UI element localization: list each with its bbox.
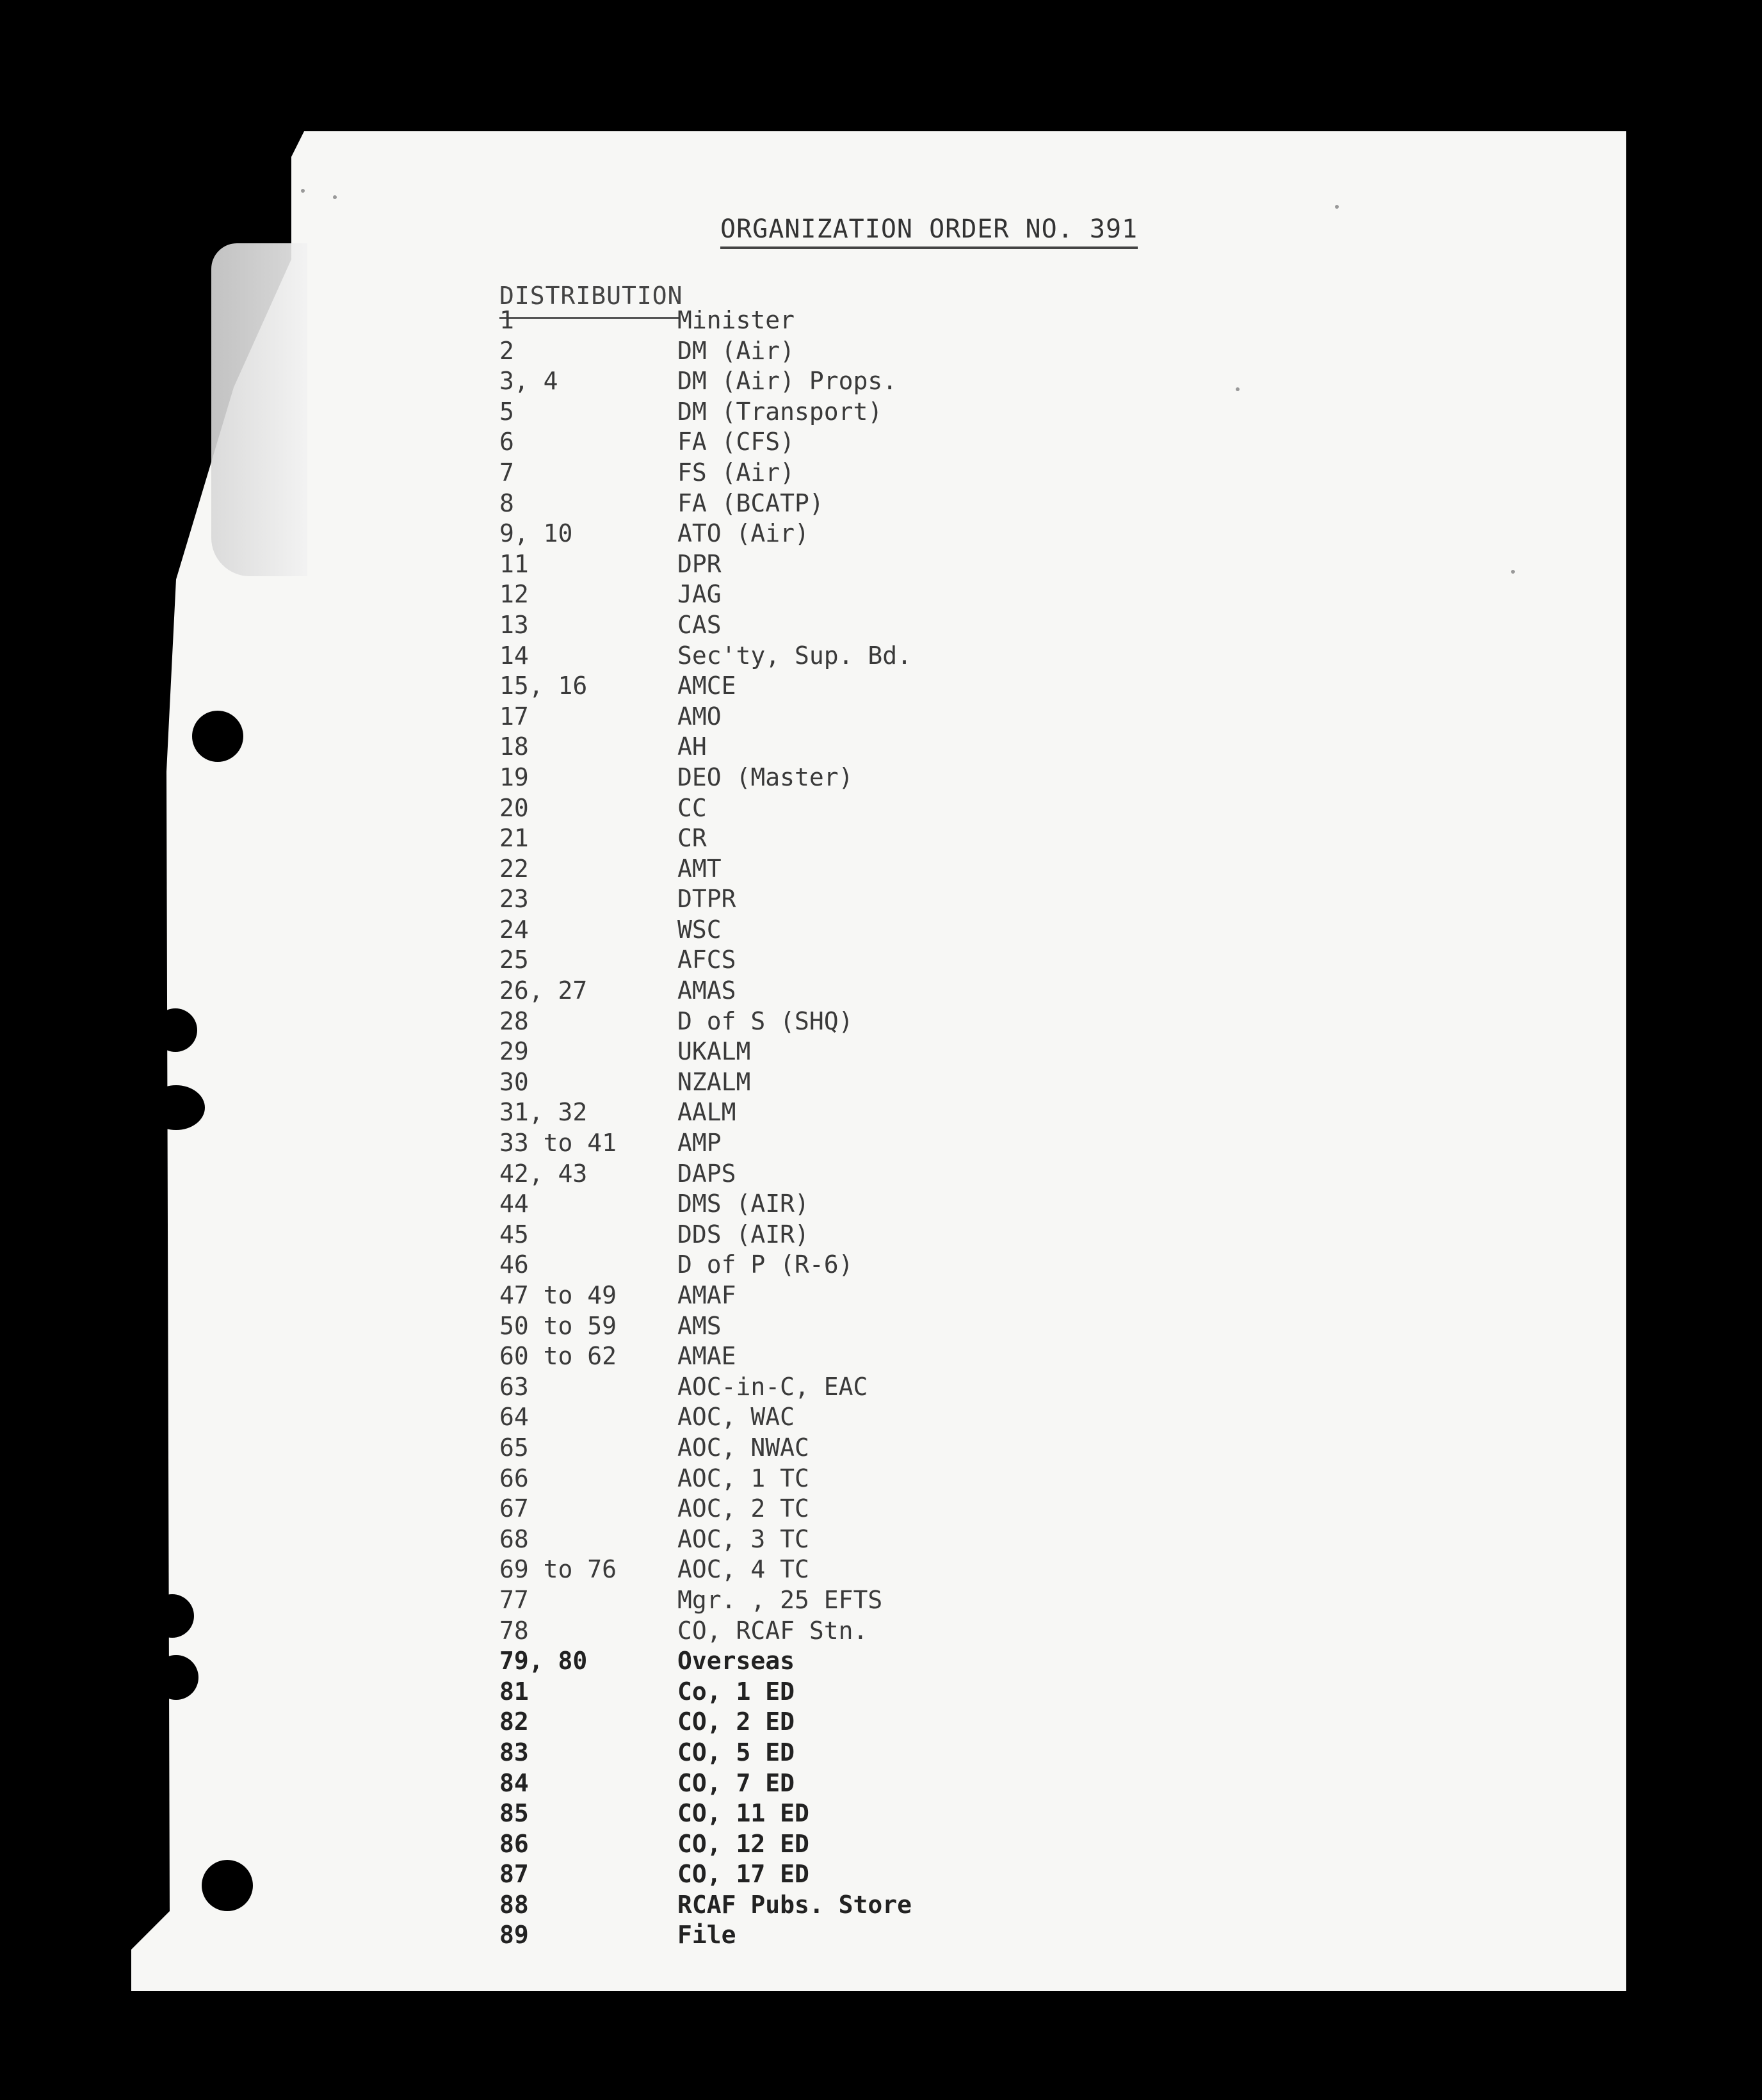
copy-numbers: 22 [499, 854, 529, 883]
distribution-row [499, 1921, 1268, 1951]
recipient: DM (Air) Props. [677, 367, 898, 396]
recipient: Overseas [677, 1647, 795, 1676]
recipient: CO, 5 ED [677, 1738, 795, 1766]
recipient: CO, 2 ED [677, 1708, 795, 1736]
distribution-row [499, 1555, 1268, 1586]
distribution-row [499, 1007, 1268, 1038]
copy-numbers: 46 [499, 1250, 529, 1279]
copy-numbers: 14 [499, 641, 529, 670]
copy-numbers: 20 [499, 793, 529, 822]
recipient: AFCS [677, 946, 736, 974]
recipient: Minister [677, 306, 795, 334]
copy-numbers: 89 [499, 1921, 529, 1950]
copy-numbers: 50 to 59 [499, 1311, 617, 1340]
recipient: CAS [677, 610, 722, 639]
distribution-row [499, 580, 1268, 611]
copy-numbers: 68 [499, 1524, 529, 1553]
recipient: ATO (Air) [677, 519, 809, 548]
distribution-row [499, 428, 1268, 458]
recipient: AALM [677, 1098, 736, 1127]
recipient: AOC, 3 TC [677, 1524, 809, 1553]
copy-numbers: 69 to 76 [499, 1555, 617, 1584]
paper-speck [1335, 205, 1339, 209]
distribution-row [499, 1129, 1268, 1159]
distribution-row [499, 1708, 1268, 1738]
distribution-row [499, 916, 1268, 946]
recipient: WSC [677, 915, 722, 944]
copy-numbers: 15, 16 [499, 672, 588, 700]
distribution-row [499, 702, 1268, 733]
recipient: DM (Air) [677, 336, 795, 365]
recipient: FA (CFS) [677, 428, 795, 456]
distribution-row [499, 489, 1268, 520]
paper-speck [333, 195, 337, 199]
distribution-row [499, 367, 1268, 398]
recipient: RCAF Pubs. Store [677, 1890, 912, 1919]
recipient: FS (Air) [677, 458, 795, 487]
order-title: ORGANIZATION ORDER NO. 391 [720, 214, 1138, 249]
copy-numbers: 79, 80 [499, 1647, 588, 1676]
recipient: AOC, NWAC [677, 1433, 809, 1462]
copy-numbers: 25 [499, 946, 529, 974]
copy-numbers: 7 [499, 458, 514, 487]
recipient: AMAF [677, 1281, 736, 1309]
punch-hole [154, 1008, 197, 1052]
copy-numbers: 88 [499, 1890, 529, 1919]
distribution-row [499, 1769, 1268, 1800]
copy-numbers: 8 [499, 489, 514, 517]
paper-speck [1511, 570, 1515, 574]
copy-numbers: 9, 10 [499, 519, 573, 548]
distribution-row [499, 1220, 1268, 1251]
distribution-list [499, 306, 1268, 1951]
copy-numbers: 5 [499, 397, 514, 426]
copy-numbers: 2 [499, 336, 514, 365]
distribution-row [499, 642, 1268, 672]
distribution-row [499, 1647, 1268, 1677]
copy-numbers: 6 [499, 428, 514, 456]
copy-numbers: 28 [499, 1006, 529, 1035]
recipient: DEO (Master) [677, 763, 853, 791]
recipient: UKALM [677, 1037, 751, 1066]
copy-numbers: 77 [499, 1585, 529, 1614]
copy-numbers: 82 [499, 1708, 529, 1736]
recipient: CO, RCAF Stn. [677, 1616, 868, 1645]
distribution-row [499, 1312, 1268, 1343]
recipient: D of S (SHQ) [677, 1006, 853, 1035]
copy-numbers: 13 [499, 610, 529, 639]
copy-numbers: 45 [499, 1220, 529, 1248]
distribution-row [499, 337, 1268, 368]
recipient: CR [677, 824, 707, 853]
copy-numbers: 65 [499, 1433, 529, 1462]
recipient: File [677, 1921, 736, 1950]
recipient: AMCE [677, 672, 736, 700]
distribution-row [499, 1830, 1268, 1861]
recipient: AOC, WAC [677, 1403, 795, 1432]
distribution-row [499, 946, 1268, 976]
distribution-row [499, 550, 1268, 581]
copy-numbers: 11 [499, 549, 529, 578]
recipient: CO, 12 ED [677, 1829, 809, 1858]
recipient: AMS [677, 1311, 722, 1340]
distribution-row [499, 1586, 1268, 1617]
recipient: DM (Transport) [677, 397, 883, 426]
distribution-row [499, 1159, 1268, 1190]
distribution-row [499, 1434, 1268, 1464]
copy-numbers: 21 [499, 824, 529, 853]
distribution-row [499, 1373, 1268, 1403]
recipient: Sec'ty, Sup. Bd. [677, 641, 912, 670]
distribution-row [499, 1342, 1268, 1373]
distribution-row [499, 306, 1268, 337]
copy-numbers: 30 [499, 1067, 529, 1096]
copy-numbers: 1 [499, 306, 514, 334]
copy-numbers: 26, 27 [499, 976, 588, 1005]
recipient: NZALM [677, 1067, 751, 1096]
distribution-heading: DISTRIBUTION [499, 282, 683, 310]
distribution-row [499, 458, 1268, 489]
folded-corner [211, 243, 307, 576]
distribution-row [499, 1281, 1268, 1312]
recipient: FA (BCATP) [677, 489, 824, 517]
copy-numbers: 64 [499, 1403, 529, 1432]
distribution-row [499, 855, 1268, 885]
distribution-row [499, 763, 1268, 794]
copy-numbers: 3, 4 [499, 367, 558, 396]
recipient: Mgr. , 25 EFTS [677, 1585, 883, 1614]
paper-speck [301, 189, 305, 193]
recipient: CO, 7 ED [677, 1768, 795, 1797]
recipient: D of P (R-6) [677, 1250, 853, 1279]
copy-numbers: 78 [499, 1616, 529, 1645]
distribution-row [499, 1525, 1268, 1556]
distribution-row [499, 672, 1268, 702]
recipient: AOC, 1 TC [677, 1464, 809, 1492]
distribution-row [499, 1494, 1268, 1525]
distribution-row [499, 824, 1268, 855]
recipient: DTPR [677, 885, 736, 914]
recipient: DMS (AIR) [677, 1190, 809, 1218]
recipient: AOC-in-C, EAC [677, 1372, 868, 1401]
copy-numbers: 84 [499, 1768, 529, 1797]
distribution-row [499, 885, 1268, 916]
distribution-row [499, 1617, 1268, 1647]
distribution-row [499, 1738, 1268, 1769]
copy-numbers: 66 [499, 1464, 529, 1492]
recipient: CO, 11 ED [677, 1799, 809, 1828]
recipient: DDS (AIR) [677, 1220, 809, 1248]
distribution-row [499, 1068, 1268, 1099]
recipient: Co, 1 ED [677, 1677, 795, 1706]
distribution-row [499, 732, 1268, 763]
copy-numbers: 87 [499, 1860, 529, 1889]
punch-hole [147, 1085, 205, 1130]
recipient: AOC, 4 TC [677, 1555, 809, 1584]
recipient: AOC, 2 TC [677, 1494, 809, 1523]
recipient: DPR [677, 549, 722, 578]
punch-hole [150, 1594, 194, 1638]
copy-numbers: 47 to 49 [499, 1281, 617, 1309]
recipient: JAG [677, 580, 722, 609]
copy-numbers: 63 [499, 1372, 529, 1401]
distribution-row [499, 398, 1268, 428]
copy-numbers: 44 [499, 1190, 529, 1218]
distribution-row [499, 1464, 1268, 1495]
copy-numbers: 23 [499, 885, 529, 914]
copy-numbers: 18 [499, 732, 529, 761]
copy-numbers: 19 [499, 763, 529, 791]
distribution-row [499, 1677, 1268, 1708]
distribution-row [499, 1098, 1268, 1129]
distribution-row [499, 1190, 1268, 1220]
punch-hole [202, 1860, 253, 1911]
copy-numbers: 42, 43 [499, 1159, 588, 1188]
recipient: AMT [677, 854, 722, 883]
copy-numbers: 86 [499, 1829, 529, 1858]
distribution-row [499, 794, 1268, 825]
copy-numbers: 12 [499, 580, 529, 609]
copy-numbers: 17 [499, 702, 529, 731]
copy-numbers: 60 to 62 [499, 1342, 617, 1371]
punch-hole [192, 711, 243, 762]
distribution-row [499, 611, 1268, 642]
distribution-row [499, 1799, 1268, 1830]
recipient: CC [677, 793, 707, 822]
distribution-row [499, 976, 1268, 1007]
copy-numbers: 24 [499, 915, 529, 944]
recipient: AMAE [677, 1342, 736, 1371]
recipient: AMP [677, 1129, 722, 1158]
copy-numbers: 83 [499, 1738, 529, 1766]
distribution-row [499, 1037, 1268, 1068]
copy-numbers: 85 [499, 1799, 529, 1828]
copy-numbers: 31, 32 [499, 1098, 588, 1127]
copy-numbers: 29 [499, 1037, 529, 1066]
copy-numbers: 33 to 41 [499, 1129, 617, 1158]
punch-hole [154, 1655, 198, 1700]
recipient: AMO [677, 702, 722, 731]
recipient: AH [677, 732, 707, 761]
copy-numbers: 81 [499, 1677, 529, 1706]
recipient: AMAS [677, 976, 736, 1005]
copy-numbers: 67 [499, 1494, 529, 1523]
distribution-row [499, 1403, 1268, 1434]
distribution-row [499, 1250, 1268, 1281]
recipient: CO, 17 ED [677, 1860, 809, 1889]
recipient: DAPS [677, 1159, 736, 1188]
distribution-row [499, 1891, 1268, 1921]
distribution-row [499, 519, 1268, 550]
distribution-row [499, 1860, 1268, 1891]
